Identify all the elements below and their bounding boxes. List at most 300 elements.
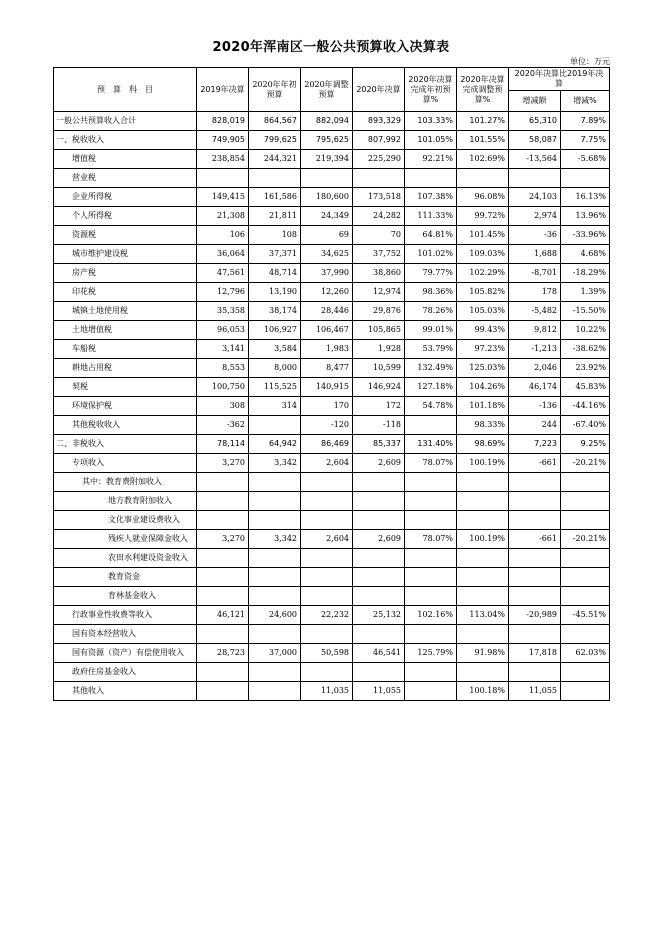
cell-diff-pct <box>561 169 610 188</box>
table-row <box>54 492 610 511</box>
table-row <box>54 530 610 549</box>
cell-initial: 3,342 <box>249 530 301 549</box>
cell-pct-adjusted: 96.08% <box>457 188 509 207</box>
cell-v2020: 12,974 <box>353 283 405 302</box>
row-label: 农田水利建设资金收入 <box>54 549 197 568</box>
cell-diff: 17,818 <box>509 644 561 663</box>
cell-diff-pct: 10.22% <box>561 321 610 340</box>
cell-diff-pct: -20.21% <box>561 530 610 549</box>
cell-pct-adjusted: 100.19% <box>457 454 509 473</box>
unit-label: 单位：万元 <box>570 57 610 66</box>
cell-pct-adjusted: 113.04% <box>457 606 509 625</box>
cell-pct-adjusted: 102.69% <box>457 150 509 169</box>
cell-initial: 314 <box>249 397 301 416</box>
cell-pct-adjusted: 98.69% <box>457 435 509 454</box>
cell-diff-pct <box>561 625 610 644</box>
cell-initial: 115,525 <box>249 378 301 397</box>
header-subject: 预 算 科 目 <box>54 68 197 112</box>
cell-v2019 <box>197 511 249 530</box>
cell-v2020: 807,992 <box>353 131 405 150</box>
cell-adjusted <box>301 473 353 492</box>
cell-pct-adjusted <box>457 587 509 606</box>
cell-v2019 <box>197 682 249 701</box>
cell-v2019: 3,270 <box>197 454 249 473</box>
table-row <box>54 549 610 568</box>
table-row <box>54 435 610 454</box>
cell-initial: 64,942 <box>249 435 301 454</box>
cell-initial: 799,625 <box>249 131 301 150</box>
cell-adjusted: 219,394 <box>301 150 353 169</box>
cell-adjusted: 50,598 <box>301 644 353 663</box>
table-row <box>54 340 610 359</box>
cell-adjusted <box>301 549 353 568</box>
row-label: 营业税 <box>54 169 197 188</box>
cell-v2020 <box>353 492 405 511</box>
row-label: 文化事业建设费收入 <box>54 511 197 530</box>
cell-v2019: 100,750 <box>197 378 249 397</box>
cell-pct-adjusted: 102.29% <box>457 264 509 283</box>
cell-v2020: 2,609 <box>353 454 405 473</box>
cell-v2020: 2,609 <box>353 530 405 549</box>
cell-v2020 <box>353 568 405 587</box>
cell-v2020 <box>353 169 405 188</box>
cell-diff-pct <box>561 587 610 606</box>
cell-diff-pct: 13.96% <box>561 207 610 226</box>
cell-initial <box>249 682 301 701</box>
cell-pct-adjusted: 100.18% <box>457 682 509 701</box>
cell-v2019: 78,114 <box>197 435 249 454</box>
row-label: 国有资源（资产）有偿使用收入 <box>54 644 197 663</box>
table-row <box>54 283 610 302</box>
cell-v2020: 893,329 <box>353 112 405 131</box>
cell-diff: -661 <box>509 454 561 473</box>
cell-v2019: 96,053 <box>197 321 249 340</box>
cell-diff: 244 <box>509 416 561 435</box>
table-row <box>54 150 610 169</box>
cell-adjusted: 11,035 <box>301 682 353 701</box>
table-row <box>54 378 610 397</box>
cell-v2020: 24,282 <box>353 207 405 226</box>
cell-pct-initial: 127.18% <box>405 378 457 397</box>
header-pct-adjusted: 2020年决算完成调整预算% <box>457 68 509 112</box>
cell-pct-initial <box>405 492 457 511</box>
cell-v2020: -118 <box>353 416 405 435</box>
cell-v2020 <box>353 473 405 492</box>
cell-initial: 21,811 <box>249 207 301 226</box>
table-row <box>54 568 610 587</box>
table-row <box>54 264 610 283</box>
cell-v2020: 25,132 <box>353 606 405 625</box>
cell-adjusted: 2,604 <box>301 454 353 473</box>
cell-diff-pct <box>561 663 610 682</box>
cell-pct-initial: 101.05% <box>405 131 457 150</box>
cell-pct-initial: 78.07% <box>405 454 457 473</box>
cell-adjusted: 12,260 <box>301 283 353 302</box>
cell-diff: 2,046 <box>509 359 561 378</box>
cell-v2019: 35,358 <box>197 302 249 321</box>
cell-v2019: 28,723 <box>197 644 249 663</box>
cell-diff-pct: -15.50% <box>561 302 610 321</box>
cell-initial <box>249 568 301 587</box>
table-row <box>54 359 610 378</box>
row-label: 二、非税收入 <box>54 435 197 454</box>
cell-pct-adjusted: 104.26% <box>457 378 509 397</box>
cell-adjusted: 8,477 <box>301 359 353 378</box>
cell-pct-initial <box>405 511 457 530</box>
cell-pct-adjusted: 105.82% <box>457 283 509 302</box>
cell-diff-pct: 62.03% <box>561 644 610 663</box>
header-diff-pct: 增减% <box>561 91 610 112</box>
cell-initial: 108 <box>249 226 301 245</box>
cell-v2019: 828,019 <box>197 112 249 131</box>
table-row <box>54 112 610 131</box>
cell-v2020 <box>353 549 405 568</box>
cell-pct-adjusted: 99.43% <box>457 321 509 340</box>
cell-pct-adjusted: 91.98% <box>457 644 509 663</box>
row-label: 其他收入 <box>54 682 197 701</box>
cell-v2019: 749,905 <box>197 131 249 150</box>
cell-v2020: 37,752 <box>353 245 405 264</box>
cell-adjusted: 1,983 <box>301 340 353 359</box>
cell-v2019: 36,064 <box>197 245 249 264</box>
cell-pct-initial: 132.49% <box>405 359 457 378</box>
cell-initial: 106,927 <box>249 321 301 340</box>
cell-initial <box>249 587 301 606</box>
cell-adjusted: 37,990 <box>301 264 353 283</box>
cell-pct-initial <box>405 682 457 701</box>
row-label: 环境保护税 <box>54 397 197 416</box>
row-label: 育林基金收入 <box>54 587 197 606</box>
cell-adjusted: 882,094 <box>301 112 353 131</box>
cell-diff <box>509 169 561 188</box>
cell-initial <box>249 473 301 492</box>
cell-v2020 <box>353 587 405 606</box>
cell-diff-pct: 23.92% <box>561 359 610 378</box>
cell-pct-initial: 111.33% <box>405 207 457 226</box>
cell-diff: -5,482 <box>509 302 561 321</box>
cell-pct-adjusted: 105.03% <box>457 302 509 321</box>
cell-adjusted: 170 <box>301 397 353 416</box>
row-label: 专项收入 <box>54 454 197 473</box>
cell-diff: -20,989 <box>509 606 561 625</box>
cell-pct-adjusted <box>457 492 509 511</box>
table-row <box>54 245 610 264</box>
cell-v2019: 47,561 <box>197 264 249 283</box>
cell-initial <box>249 625 301 644</box>
table-row <box>54 682 610 701</box>
row-label: 城镇土地使用税 <box>54 302 197 321</box>
cell-diff <box>509 663 561 682</box>
table-row <box>54 321 610 340</box>
cell-v2020: 70 <box>353 226 405 245</box>
cell-pct-initial: 54.78% <box>405 397 457 416</box>
cell-diff <box>509 587 561 606</box>
cell-v2019: 308 <box>197 397 249 416</box>
cell-v2019: 3,270 <box>197 530 249 549</box>
cell-v2019 <box>197 568 249 587</box>
table-row <box>54 663 610 682</box>
cell-diff: -661 <box>509 530 561 549</box>
cell-v2020 <box>353 511 405 530</box>
cell-pct-adjusted <box>457 549 509 568</box>
header-2020-adjusted: 2020年调整预算 <box>301 68 353 112</box>
cell-pct-initial <box>405 625 457 644</box>
cell-adjusted: 24,349 <box>301 207 353 226</box>
cell-diff <box>509 511 561 530</box>
cell-diff-pct: -45.51% <box>561 606 610 625</box>
cell-pct-initial: 107.38% <box>405 188 457 207</box>
cell-initial <box>249 169 301 188</box>
cell-v2019: 106 <box>197 226 249 245</box>
cell-adjusted: 140,915 <box>301 378 353 397</box>
cell-v2019 <box>197 587 249 606</box>
cell-v2019: 8,553 <box>197 359 249 378</box>
cell-v2019: -362 <box>197 416 249 435</box>
header-2019-final: 2019年决算 <box>197 68 249 112</box>
cell-adjusted: 69 <box>301 226 353 245</box>
header-2020-initial: 2020年年初预算 <box>249 68 301 112</box>
cell-diff-pct <box>561 682 610 701</box>
cell-diff-pct: 7.89% <box>561 112 610 131</box>
page-title: 2020年浑南区一般公共预算收入决算表 <box>212 40 450 55</box>
cell-diff: -136 <box>509 397 561 416</box>
row-label: 土地增值税 <box>54 321 197 340</box>
cell-v2020: 10,599 <box>353 359 405 378</box>
cell-diff: 46,174 <box>509 378 561 397</box>
cell-initial: 38,174 <box>249 302 301 321</box>
row-label: 车船税 <box>54 340 197 359</box>
cell-diff-pct: 1.39% <box>561 283 610 302</box>
cell-pct-initial: 99.01% <box>405 321 457 340</box>
cell-diff-pct: 4.68% <box>561 245 610 264</box>
cell-initial: 864,567 <box>249 112 301 131</box>
cell-adjusted <box>301 169 353 188</box>
cell-initial: 8,000 <box>249 359 301 378</box>
cell-diff: 178 <box>509 283 561 302</box>
cell-diff <box>509 625 561 644</box>
cell-adjusted: 795,625 <box>301 131 353 150</box>
row-label: 城市维护建设税 <box>54 245 197 264</box>
row-label: 残疾人就业保障金收入 <box>54 530 197 549</box>
cell-v2020: 85,337 <box>353 435 405 454</box>
cell-initial: 24,600 <box>249 606 301 625</box>
cell-pct-adjusted: 101.18% <box>457 397 509 416</box>
cell-diff-pct <box>561 549 610 568</box>
cell-adjusted <box>301 492 353 511</box>
cell-adjusted <box>301 568 353 587</box>
table-row <box>54 207 610 226</box>
table-row <box>54 188 610 207</box>
cell-pct-adjusted <box>457 625 509 644</box>
cell-pct-initial <box>405 663 457 682</box>
cell-pct-adjusted <box>457 663 509 682</box>
cell-v2019 <box>197 625 249 644</box>
cell-pct-initial: 78.07% <box>405 530 457 549</box>
cell-v2020: 172 <box>353 397 405 416</box>
cell-v2019: 12,796 <box>197 283 249 302</box>
header-diff: 增减额 <box>509 91 561 112</box>
table-row <box>54 511 610 530</box>
table-row <box>54 131 610 150</box>
cell-pct-initial <box>405 473 457 492</box>
cell-pct-adjusted: 125.03% <box>457 359 509 378</box>
row-label: 教育资金 <box>54 568 197 587</box>
cell-diff-pct: -67.40% <box>561 416 610 435</box>
table-body <box>54 112 610 701</box>
table-row <box>54 606 610 625</box>
cell-adjusted: 180,600 <box>301 188 353 207</box>
cell-pct-initial <box>405 587 457 606</box>
cell-v2019: 46,121 <box>197 606 249 625</box>
cell-v2019: 21,308 <box>197 207 249 226</box>
table-row <box>54 473 610 492</box>
budget-table <box>53 67 610 701</box>
cell-diff-pct: 7.75% <box>561 131 610 150</box>
row-label: 其他税收收入 <box>54 416 197 435</box>
cell-pct-initial: 102.16% <box>405 606 457 625</box>
cell-adjusted: 106,467 <box>301 321 353 340</box>
cell-pct-initial: 125.79% <box>405 644 457 663</box>
cell-diff-pct: -18.29% <box>561 264 610 283</box>
cell-diff: 1,688 <box>509 245 561 264</box>
cell-diff-pct <box>561 568 610 587</box>
row-label: 行政事业性收费等收入 <box>54 606 197 625</box>
cell-v2019 <box>197 663 249 682</box>
cell-pct-initial: 98.36% <box>405 283 457 302</box>
row-label: 一、税收收入 <box>54 131 197 150</box>
cell-diff <box>509 549 561 568</box>
cell-diff-pct: 45.83% <box>561 378 610 397</box>
table-row <box>54 625 610 644</box>
table-row <box>54 587 610 606</box>
cell-pct-initial: 131.40% <box>405 435 457 454</box>
cell-pct-adjusted <box>457 169 509 188</box>
cell-pct-initial: 64.81% <box>405 226 457 245</box>
cell-v2019 <box>197 549 249 568</box>
cell-pct-adjusted: 101.27% <box>457 112 509 131</box>
cell-diff: -36 <box>509 226 561 245</box>
cell-v2019 <box>197 492 249 511</box>
cell-initial <box>249 511 301 530</box>
cell-pct-adjusted <box>457 568 509 587</box>
cell-pct-initial <box>405 416 457 435</box>
cell-v2020 <box>353 663 405 682</box>
cell-v2020: 38,860 <box>353 264 405 283</box>
cell-v2019 <box>197 473 249 492</box>
cell-pct-initial: 78.26% <box>405 302 457 321</box>
cell-initial <box>249 416 301 435</box>
cell-adjusted: 22,232 <box>301 606 353 625</box>
cell-initial: 37,000 <box>249 644 301 663</box>
cell-pct-initial <box>405 169 457 188</box>
cell-pct-adjusted <box>457 473 509 492</box>
cell-diff-pct: 9.25% <box>561 435 610 454</box>
cell-pct-adjusted: 101.45% <box>457 226 509 245</box>
cell-pct-initial: 103.33% <box>405 112 457 131</box>
cell-adjusted: 2,604 <box>301 530 353 549</box>
table-row <box>54 416 610 435</box>
cell-pct-initial: 101.02% <box>405 245 457 264</box>
header-2020-final: 2020年决算 <box>353 68 405 112</box>
row-label: 资源税 <box>54 226 197 245</box>
cell-v2020: 105,865 <box>353 321 405 340</box>
header-compare: 2020年决算比2019年决算 <box>509 68 610 91</box>
cell-adjusted: 34,625 <box>301 245 353 264</box>
row-label: 房产税 <box>54 264 197 283</box>
row-label: 个人所得税 <box>54 207 197 226</box>
cell-v2020: 225,290 <box>353 150 405 169</box>
cell-v2020: 46,541 <box>353 644 405 663</box>
cell-diff: 24,103 <box>509 188 561 207</box>
cell-diff <box>509 492 561 511</box>
row-label: 其中：教育费附加收入 <box>54 473 197 492</box>
cell-diff-pct <box>561 511 610 530</box>
cell-initial: 13,190 <box>249 283 301 302</box>
header-pct-initial: 2020年决算完成年初预算% <box>405 68 457 112</box>
cell-v2020: 11,055 <box>353 682 405 701</box>
table-row <box>54 644 610 663</box>
cell-adjusted <box>301 587 353 606</box>
table-row <box>54 302 610 321</box>
cell-initial: 48,714 <box>249 264 301 283</box>
cell-pct-initial: 79.77% <box>405 264 457 283</box>
cell-pct-initial <box>405 568 457 587</box>
cell-initial <box>249 549 301 568</box>
table-row <box>54 226 610 245</box>
cell-v2019: 3,141 <box>197 340 249 359</box>
cell-initial: 244,321 <box>249 150 301 169</box>
cell-v2019: 149,415 <box>197 188 249 207</box>
cell-diff-pct: 16.13% <box>561 188 610 207</box>
cell-diff: -8,701 <box>509 264 561 283</box>
cell-diff <box>509 568 561 587</box>
cell-adjusted <box>301 625 353 644</box>
cell-pct-initial <box>405 549 457 568</box>
table-row <box>54 454 610 473</box>
cell-v2020: 146,924 <box>353 378 405 397</box>
cell-diff: 9,812 <box>509 321 561 340</box>
table-row <box>54 169 610 188</box>
cell-v2020 <box>353 625 405 644</box>
cell-diff-pct <box>561 492 610 511</box>
row-label: 契税 <box>54 378 197 397</box>
cell-pct-adjusted <box>457 511 509 530</box>
cell-adjusted <box>301 663 353 682</box>
cell-pct-adjusted: 101.55% <box>457 131 509 150</box>
cell-diff-pct: -44.16% <box>561 397 610 416</box>
row-label: 企业所得税 <box>54 188 197 207</box>
cell-diff <box>509 473 561 492</box>
table-row <box>54 397 610 416</box>
cell-diff: -13,564 <box>509 150 561 169</box>
row-label: 耕地占用税 <box>54 359 197 378</box>
row-label: 地方教育附加收入 <box>54 492 197 511</box>
cell-diff: 65,310 <box>509 112 561 131</box>
cell-initial: 161,586 <box>249 188 301 207</box>
cell-diff-pct: -38.62% <box>561 340 610 359</box>
cell-diff-pct <box>561 473 610 492</box>
cell-initial: 3,342 <box>249 454 301 473</box>
row-label: 印花税 <box>54 283 197 302</box>
row-label: 政府住房基金收入 <box>54 663 197 682</box>
cell-diff-pct: -5.68% <box>561 150 610 169</box>
cell-initial: 3,584 <box>249 340 301 359</box>
cell-v2020: 29,876 <box>353 302 405 321</box>
cell-diff: -1,213 <box>509 340 561 359</box>
cell-v2020: 173,518 <box>353 188 405 207</box>
cell-diff-pct: -33.96% <box>561 226 610 245</box>
cell-pct-adjusted: 98.33% <box>457 416 509 435</box>
